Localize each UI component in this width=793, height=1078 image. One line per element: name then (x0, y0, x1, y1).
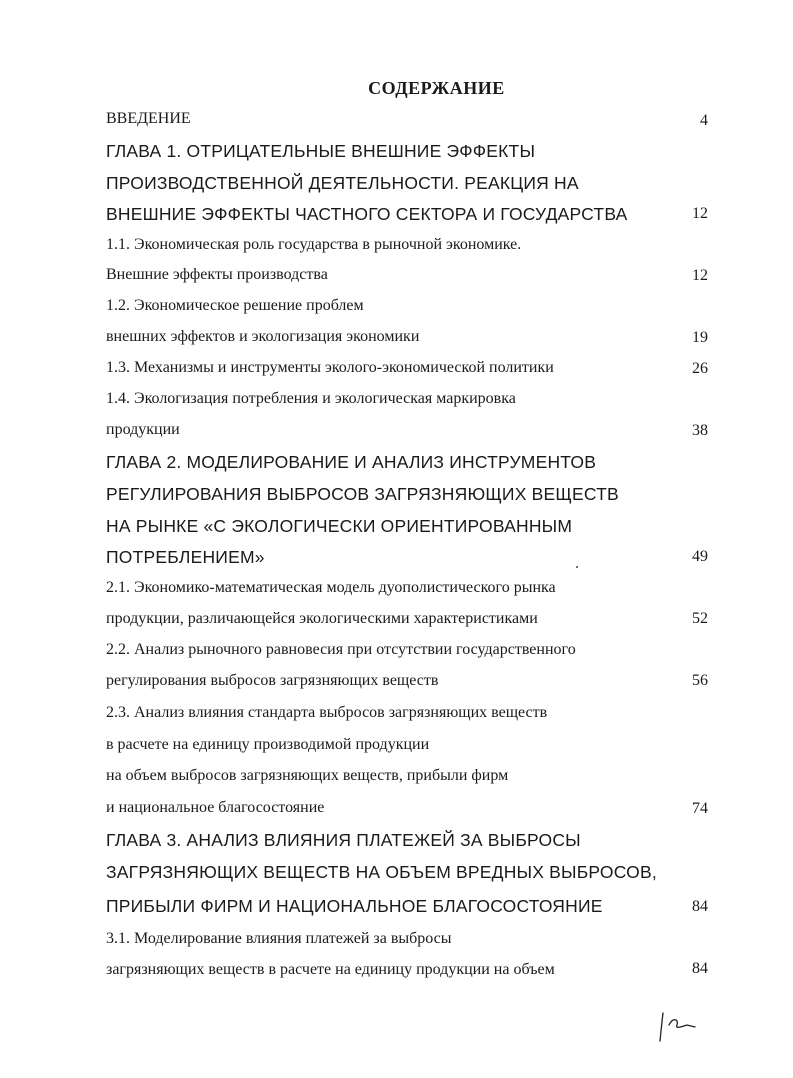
toc-section-3-1-line-1: 3.1. Моделирование влияния платежей за выбросы (106, 930, 452, 947)
toc-section-1-3: 1.3. Механизмы и инструменты эколого-экономической политики (106, 359, 554, 376)
toc-section-1-1-line-2: Внешние эффекты производства (106, 266, 328, 283)
toc-page-number: 52 (692, 610, 708, 627)
toc-page-number: 4 (700, 112, 708, 129)
toc-chapter-2-line-1: ГЛАВА 2. МОДЕЛИРОВАНИЕ И АНАЛИЗ ИНСТРУМЕНТОВ (106, 452, 597, 472)
toc-chapter-3-line-1: ГЛАВА 3. АНАЛИЗ ВЛИЯНИЯ ПЛАТЕЖЕЙ ЗА ВЫБРОСЫ (106, 830, 581, 850)
toc-section-1-2-line-1: 1.2. Экономическое решение проблем (106, 297, 364, 314)
toc-section-2-3-line-3: на объем выбросов загрязняющих веществ, прибыли фирм (106, 767, 509, 784)
toc-chapter-2-line-3: НА РЫНКЕ «С ЭКОЛОГИЧЕСКИ ОРИЕНТИРОВАННЫМ (106, 516, 573, 536)
toc-entry-introduction: ВВЕДЕНИЕ (106, 110, 191, 127)
toc-page-number: 19 (692, 329, 708, 346)
toc-chapter-1-line-3: ВНЕШНИЕ ЭФФЕКТЫ ЧАСТНОГО СЕКТОРА И ГОСУДАРСТВА (106, 204, 628, 224)
toc-chapter-2-line-4: ПОТРЕБЛЕНИЕМ» (106, 547, 265, 567)
toc-page-number: 26 (692, 360, 708, 377)
toc-section-2-1-line-1: 2.1. Экономико-математическая модель дуополистического рынка (106, 579, 556, 596)
toc-chapter-1-line-1: ГЛАВА 1. ОТРИЦАТЕЛЬНЫЕ ВНЕШНИЕ ЭФФЕКТЫ (106, 141, 536, 161)
toc-section-2-2-line-1: 2.2. Анализ рыночного равновесия при отсутствии государственного (106, 641, 576, 658)
toc-section-1-4-line-2: продукции (106, 421, 180, 438)
handwritten-signature (655, 1005, 715, 1045)
toc-section-1-4-line-1: 1.4. Экологизация потребления и экологическая маркировка (106, 390, 516, 407)
toc-chapter-2-line-2: РЕГУЛИРОВАНИЯ ВЫБРОСОВ ЗАГРЯЗНЯЮЩИХ ВЕЩЕСТВ (106, 484, 619, 504)
toc-chapter-1-line-2: ПРОИЗВОДСТВЕННОЙ ДЕЯТЕЛЬНОСТИ. РЕАКЦИЯ НА (106, 173, 579, 193)
toc-page-number: 84 (692, 898, 708, 915)
toc-page-number: 12 (692, 267, 708, 284)
stray-dot (576, 566, 578, 568)
toc-section-3-1-line-2: загрязняющих веществ в расчете на единицу продукции на объем (106, 961, 555, 978)
toc-section-1-1-line-1: 1.1. Экономическая роль государства в рыночной экономике. (106, 236, 522, 253)
toc-page-number: 49 (692, 548, 708, 565)
toc-section-2-3-line-1: 2.3. Анализ влияния стандарта выбросов загрязняющих веществ (106, 704, 548, 721)
toc-page-number: 38 (692, 422, 708, 439)
toc-section-2-2-line-2: регулирования выбросов загрязняющих веществ (106, 672, 439, 689)
toc-page-number: 74 (692, 800, 708, 817)
toc-page-number: 12 (692, 205, 708, 222)
toc-page-number: 84 (692, 960, 708, 977)
toc-section-1-2-line-2: внешних эффектов и экологизация экономики (106, 328, 420, 345)
toc-chapter-3-line-2: ЗАГРЯЗНЯЮЩИХ ВЕЩЕСТВ НА ОБЪЕМ ВРЕДНЫХ ВЫБРОСОВ, (106, 862, 657, 882)
toc-page-number: 56 (692, 672, 708, 689)
toc-chapter-3-line-3: ПРИБЫЛИ ФИРМ И НАЦИОНАЛЬНОЕ БЛАГОСОСТОЯНИЕ (106, 896, 603, 916)
page-title: СОДЕРЖАНИЕ (368, 78, 505, 98)
toc-section-2-3-line-4: и национальное благосостояние (106, 799, 325, 816)
toc-section-2-3-line-2: в расчете на единицу производимой продукции (106, 736, 430, 753)
toc-section-2-1-line-2: продукции, различающейся экологическими характеристиками (106, 610, 538, 627)
